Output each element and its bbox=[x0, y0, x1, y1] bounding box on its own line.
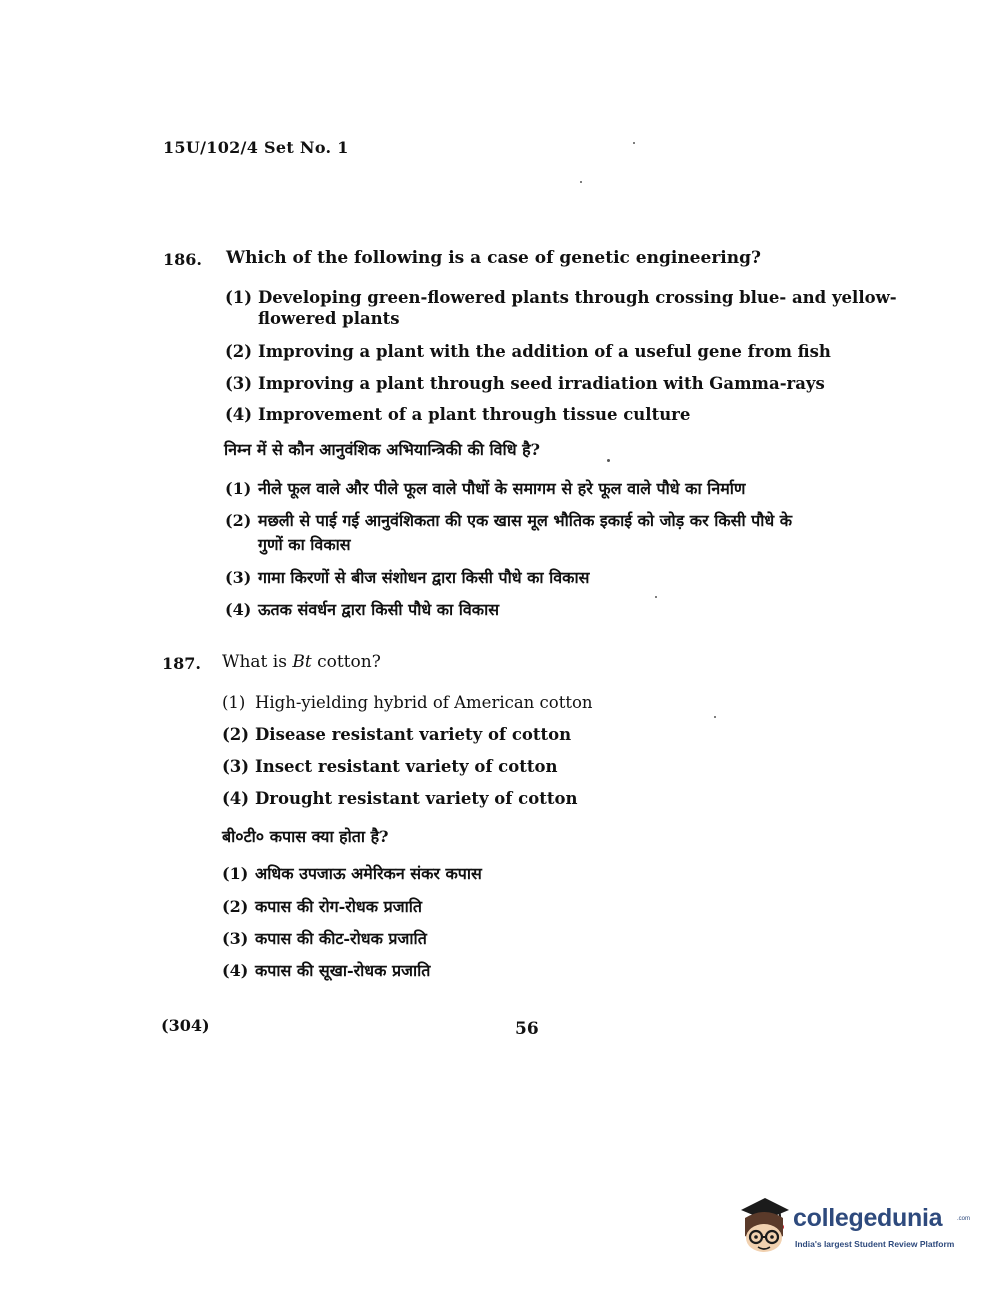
hindi-question-text: निम्न में से कौन आनुवंशिक अभियान्त्रिकी की विधि है? bbox=[224, 440, 540, 459]
brand-tagline: India's largest Student Review Platform bbox=[795, 1239, 955, 1249]
option-text: Improvement of a plant through tissue culture bbox=[258, 405, 691, 424]
option-text: High-yielding hybrid of American cotton bbox=[255, 693, 593, 712]
option-text: गामा किरणों से बीज संशोधन द्वारा किसी पौधे का विकास bbox=[258, 568, 590, 587]
option-number: (2) bbox=[225, 511, 252, 530]
option-number: (4) bbox=[222, 961, 249, 980]
hindi-option-3 bbox=[225, 566, 589, 590]
option-text: कपास की सूखा-रोधक प्रजाति bbox=[255, 961, 431, 980]
option-number: (1) bbox=[222, 864, 249, 883]
option-number: (3) bbox=[222, 757, 250, 776]
student-mascot-icon bbox=[735, 1196, 791, 1262]
option-1 bbox=[222, 692, 593, 713]
option-number: (4) bbox=[222, 789, 250, 808]
option-number: (1) bbox=[222, 693, 246, 712]
scan-speck bbox=[655, 596, 657, 598]
option-4 bbox=[225, 404, 690, 425]
option-number: (1) bbox=[225, 288, 253, 307]
page-number: 56 bbox=[515, 1019, 539, 1039]
option-text: Insect resistant variety of cotton bbox=[255, 757, 558, 776]
hindi-option-2 bbox=[225, 509, 792, 533]
option-text: Improving a plant with the addition of a useful gene from fish bbox=[258, 342, 831, 361]
option-text: Improving a plant through seed irradiation with Gamma-rays bbox=[258, 374, 825, 393]
hindi-option-3 bbox=[222, 927, 427, 951]
option-text: कपास की कीट-रोधक प्रजाति bbox=[255, 929, 427, 948]
option-text: ऊतक संवर्धन द्वारा किसी पौधे का विकास bbox=[258, 600, 500, 619]
scan-speck bbox=[580, 181, 582, 183]
option-text: Disease resistant variety of cotton bbox=[255, 725, 572, 744]
option-text: कपास की रोग-रोधक प्रजाति bbox=[255, 897, 423, 916]
option-number: (2) bbox=[222, 897, 249, 916]
hindi-option-1 bbox=[222, 862, 482, 886]
option-number: (3) bbox=[225, 568, 252, 587]
question-number: 186. bbox=[163, 250, 202, 269]
option-number: (2) bbox=[225, 342, 253, 361]
hindi-option-4 bbox=[222, 959, 430, 983]
option-1-continuation: flowered plants bbox=[258, 309, 400, 328]
option-text: Developing green-flowered plants through crossing blue- and yellow- bbox=[258, 288, 897, 307]
option-number: (3) bbox=[222, 929, 249, 948]
footer-booklet-code: (304) bbox=[161, 1016, 210, 1035]
option-1 bbox=[225, 287, 897, 308]
question-number: 187. bbox=[162, 654, 201, 673]
brand-domain: .com bbox=[957, 1216, 971, 1222]
paper-code-header: 15U/102/4 Set No. 1 bbox=[163, 138, 349, 157]
question-text-emphasis: Bt bbox=[292, 652, 312, 672]
option-3 bbox=[222, 756, 557, 777]
question-text-pre: What is bbox=[222, 652, 293, 672]
scan-speck bbox=[633, 142, 635, 144]
option-3 bbox=[225, 373, 825, 394]
question-text: Which of the following is a case of genetic engineering? bbox=[226, 248, 761, 268]
question-text bbox=[222, 652, 381, 672]
collegedunia-watermark bbox=[735, 1196, 971, 1266]
option-2 bbox=[225, 341, 831, 362]
hindi-option-2-continuation: गुणों का विकास bbox=[258, 535, 351, 554]
hindi-question-text: बी०टी० कपास क्या होता है? bbox=[222, 827, 389, 846]
option-number: (4) bbox=[225, 600, 252, 619]
option-number: (2) bbox=[222, 725, 250, 744]
option-text: मछली से पाई गई आनुवंशिकता की एक खास मूल भौतिक इकाई को जोड़ कर किसी पौधे के bbox=[258, 511, 793, 530]
hindi-option-1 bbox=[225, 477, 745, 501]
option-2 bbox=[222, 724, 571, 745]
option-4 bbox=[222, 788, 577, 809]
option-number: (1) bbox=[225, 479, 252, 498]
brand-name: collegedunia bbox=[793, 1204, 943, 1232]
hindi-option-2 bbox=[222, 895, 422, 919]
scan-speck bbox=[607, 459, 610, 462]
option-text: Drought resistant variety of cotton bbox=[255, 789, 578, 808]
option-text: अधिक उपजाऊ अमेरिकन संकर कपास bbox=[255, 864, 482, 883]
hindi-option-4 bbox=[225, 598, 499, 622]
question-text-post: cotton? bbox=[311, 652, 381, 672]
scan-speck bbox=[714, 716, 716, 718]
option-text: नीले फूल वाले और पीले फूल वाले पौधों के समागम से हरे फूल वाले पौधे का निर्माण bbox=[258, 479, 746, 498]
option-number: (4) bbox=[225, 405, 253, 424]
option-number: (3) bbox=[225, 374, 253, 393]
